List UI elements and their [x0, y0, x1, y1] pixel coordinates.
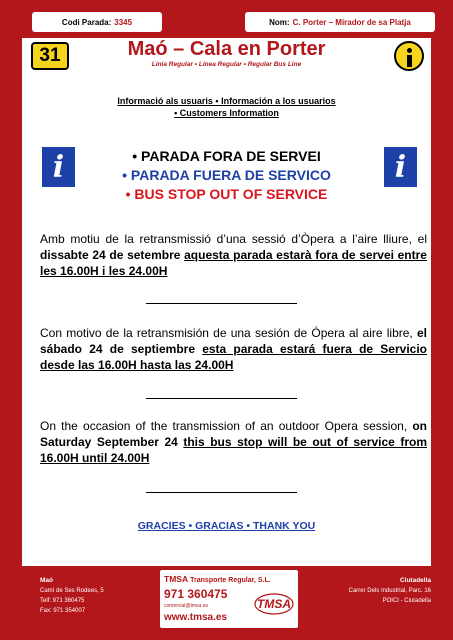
paragraph-en-text: On the occasion of the transmission of an outdoor Opera session, — [40, 419, 413, 433]
info-icon — [394, 41, 424, 71]
footer-brand — [164, 574, 271, 584]
info-heading-line2: • Customers Information — [174, 108, 279, 118]
info-i-icon-right: i — [384, 147, 417, 187]
paragraph-en-closure: this bus stop will be out of service from 16.00H until 24.00H — [40, 435, 427, 465]
route-title: Maó – Cala en Porter — [127, 38, 326, 60]
thanks-line: GRACIES • GRACIAS • THANK YOU — [137, 520, 316, 532]
stop-code-bar — [32, 12, 162, 32]
footer-company-card — [160, 570, 298, 628]
separator-3 — [146, 492, 297, 493]
paragraph-ca-date: dissabte 24 de setembre — [40, 248, 181, 262]
paragraph-ca-closure: aquesta parada estarà fora de servei entre les 16.00H i les 24.00H — [40, 248, 427, 278]
brand-subtitle: Transporte Regular, S.L. — [190, 577, 271, 584]
paragraph-spanish — [40, 325, 427, 373]
footer-right — [349, 576, 431, 606]
separator-2 — [146, 398, 297, 399]
footer-left-fax: Fax: 971 354007 — [40, 608, 86, 614]
notice-english: • BUS STOP OUT OF SERVICE — [125, 186, 328, 202]
stop-name-label: Nom: — [269, 17, 290, 27]
tmsa-logo-icon — [254, 592, 294, 616]
notice-spanish: • PARADA FUERA DE SERVICO — [122, 167, 331, 183]
svg-text:TMSA: TMSA — [257, 597, 291, 611]
paragraph-english — [40, 418, 427, 466]
footer-right-area: POICI - Ciutadella — [382, 598, 431, 604]
info-heading-line1: Informació als usuaris • Información a los usuarios — [117, 96, 336, 106]
footer-right-address: Carrer Dels Industrial, Parc. 16 — [348, 588, 431, 594]
stop-name-value: C. Porter – Mirador de sa Platja — [292, 17, 411, 27]
footer-left — [40, 576, 104, 616]
info-i-icon-left: i — [42, 147, 75, 187]
stop-code-label: Codi Parada: — [61, 17, 112, 27]
paragraph-es-date: el sábado 24 de septiembre — [40, 326, 427, 356]
paragraph-ca-text: Amb motiu de la retransmissió d’una sessió d’Òpera a l’aire lliure, el — [40, 232, 427, 246]
notice-catalan: • PARADA FORA DE SERVEI — [132, 148, 321, 164]
route-subtitle: Línia Regular • Línea Regular • Regular Bus Line — [151, 61, 302, 68]
brand-name: TMSA — [164, 574, 188, 584]
footer-right-city: Ciutadella — [399, 577, 431, 584]
paragraph-catalan — [40, 231, 427, 279]
footer-phone: 971 360475 — [164, 587, 228, 601]
line-number-badge: 31 — [31, 42, 69, 70]
footer-left-phone: Telf: 971 360475 — [40, 598, 85, 604]
paragraph-en-date: on Saturday September 24 — [40, 419, 427, 449]
separator-1 — [146, 303, 297, 304]
paragraph-es-text: Con motivo de la retransmisión de una sesión de Ópera al aire libre, — [40, 326, 417, 340]
footer-email[interactable]: comercial@tmsa.es — [164, 603, 208, 609]
paragraph-es-closure: esta parada estará fuera de Servicio desde las 16.00H hasta las 24.00H — [40, 342, 427, 372]
footer-left-address: Camí de Ses Rodees, 5 — [40, 588, 104, 594]
stop-name-bar — [245, 12, 435, 32]
footer-left-city: Maó — [40, 577, 53, 584]
footer-website[interactable]: www.tmsa.es — [164, 612, 227, 623]
stop-code-value: 3345 — [114, 17, 133, 27]
